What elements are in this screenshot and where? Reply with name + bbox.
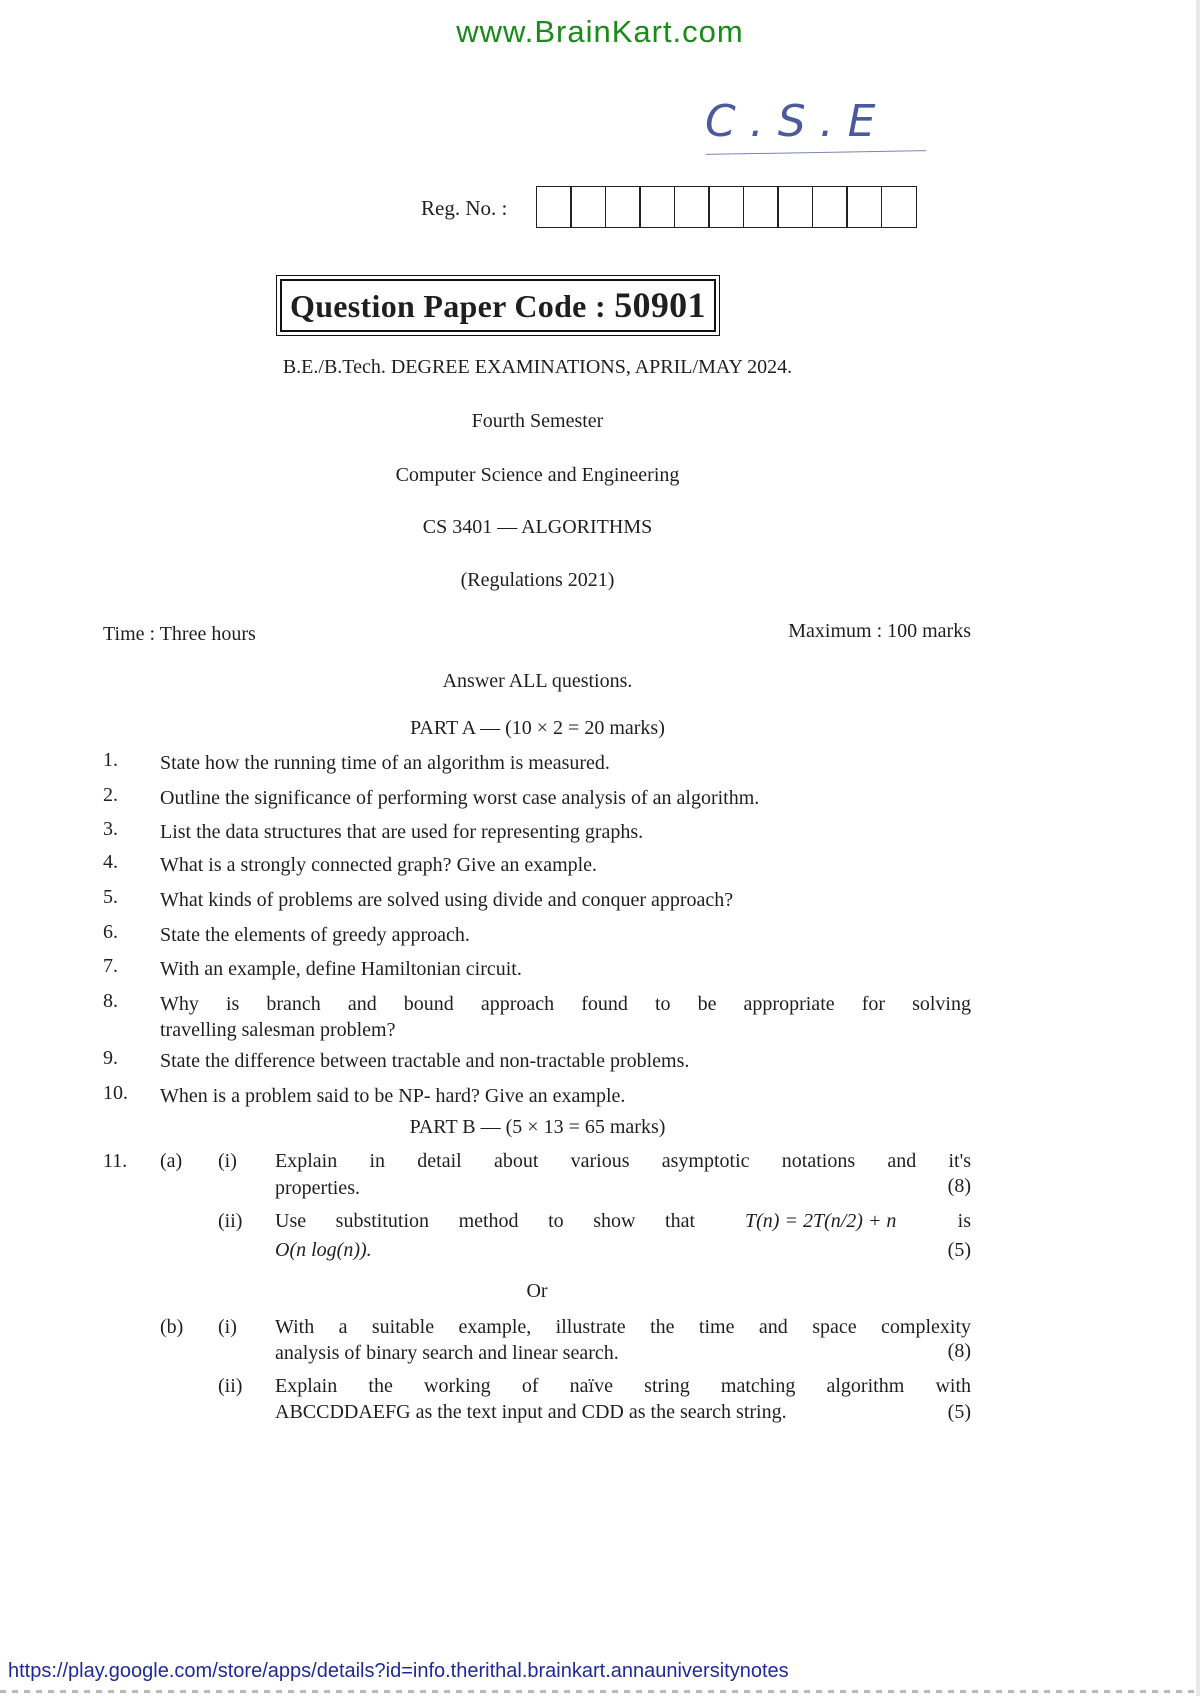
question-text: What kinds of problems are solved using divide and conquer approach? [160,889,734,911]
sub-label-b-i: (i) [218,1316,237,1338]
question-number: 11. [103,1150,128,1172]
question-text: When is a problem said to be NP- hard? Give an example. [160,1085,626,1107]
q11-a-ii-line-2: O(n log(n)). [275,1239,372,1261]
question-paper-code [280,279,716,332]
reg-no-box [777,186,813,228]
reg-no-box [570,186,606,228]
page-edge-shadow [1196,0,1200,1696]
semester: Fourth Semester [471,410,604,432]
question-text-line-1: Why is branch and bound approach found to be appropriate for solving [160,993,971,1015]
question-number: 6. [103,921,118,943]
reg-no-box [846,186,882,228]
q11-a-i-marks: (8) [947,1175,971,1197]
question-text: State how the running time of an algorithm is measured. [160,752,610,774]
question-text: List the data structures that are used for representing graphs. [160,821,644,843]
reg-no-box [536,186,572,228]
q11-b-ii-line-2: ABCCDDAEFG as the text input and CDD as the search string. [275,1401,787,1423]
question-text: State the difference between tractable and non-tractable problems. [160,1050,690,1072]
qpc-code: 50901 [614,285,706,325]
question-number: 5. [103,886,118,908]
sub-label-a-ii: (ii) [218,1210,243,1232]
question-number: 9. [103,1047,118,1069]
reg-no-boxes [537,186,917,228]
question-number: 8. [103,990,118,1012]
reg-no-label: Reg. No. : [421,196,508,220]
reg-no-box [708,186,744,228]
question-11 [103,1150,971,1430]
q11-a-i-line-1: Explain in detail about various asymptotic notations and it's [275,1150,971,1172]
instruction: Answer ALL questions. [442,670,633,692]
exam-title: B.E./B.Tech. DEGREE EXAMINATIONS, APRIL/MAY 2024. [282,356,793,378]
maximum-marks: Maximum : 100 marks [788,620,971,642]
q11-a-ii-is: is [957,1210,971,1232]
reg-no-box [605,186,641,228]
footer-app-link[interactable]: https://play.google.com/store/apps/details?id=info.therithal.brainkart.annauniversitynotes [8,1660,789,1682]
q11-a-ii-formula: T(n) = 2T(n/2) + n [745,1210,897,1232]
course-title: CS 3401 — ALGORITHMS [422,516,653,538]
question-number: 7. [103,955,118,977]
reg-no-box [674,186,710,228]
q11-a-ii-line-1: Use substitution method to show that [275,1210,695,1232]
department: Computer Science and Engineering [395,464,680,486]
part-b-heading: PART B — (5 × 13 = 65 marks) [409,1116,666,1138]
sub-label-b-ii: (ii) [218,1375,243,1397]
question-number: 10. [103,1082,128,1104]
question-text: Outline the significance of performing worst case analysis of an algorithm. [160,787,760,809]
regulations: (Regulations 2021) [460,569,615,591]
q11-a-ii-marks: (5) [947,1239,971,1261]
q11-a-i-line-2: properties. [275,1177,360,1199]
scan-edge-dots [0,1690,1200,1693]
or-separator: Or [526,1280,548,1302]
reg-no-box [812,186,848,228]
question-text: State the elements of greedy approach. [160,924,470,946]
sub-label-b: (b) [160,1316,184,1338]
question-number: 2. [103,784,118,806]
question-number: 1. [103,749,118,771]
question-text-line-2: travelling salesman problem? [160,1019,396,1041]
site-watermark: www.BrainKart.com [456,14,744,49]
sub-label-a-i: (i) [218,1150,237,1172]
q11-b-i-line-1: With a suitable example, illustrate the time and space complexity [275,1316,971,1338]
q11-b-ii-line-1: Explain the working of naïve string matching algorithm with [275,1375,971,1397]
question-text: With an example, define Hamiltonian circuit. [160,958,522,980]
handwritten-annotation: C.S.E [705,96,890,147]
sub-label-a: (a) [160,1150,183,1172]
question-number: 3. [103,818,118,840]
q11-b-i-marks: (8) [947,1340,971,1362]
part-a-heading: PART A — (10 × 2 = 20 marks) [410,717,665,739]
question-number: 4. [103,851,118,873]
reg-no-box [743,186,779,228]
question-text: What is a strongly connected graph? Give an example. [160,854,598,876]
time-allowed: Time : Three hours [103,623,256,645]
qpc-label: Question Paper Code : [290,288,606,324]
handwritten-underline [706,150,926,155]
reg-no-box [639,186,675,228]
reg-no-box [881,186,917,228]
q11-b-i-line-2: analysis of binary search and linear search. [275,1342,619,1364]
q11-b-ii-marks: (5) [947,1401,971,1423]
